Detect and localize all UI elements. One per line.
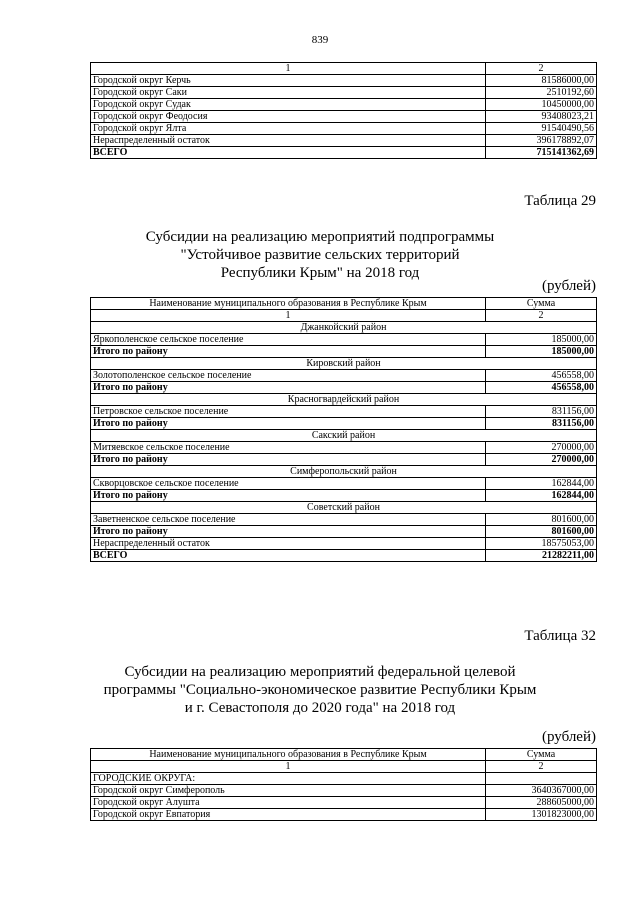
district-header-row [91,358,597,370]
table-29-title-line: "Устойчивое развитие сельских территорий [180,247,460,263]
district-name: Советский район [91,502,597,514]
amount: 270000,00 [486,442,597,454]
amount: 162844,00 [486,490,597,502]
column-header-sum: Сумма [486,749,597,761]
column-number: 2 [486,63,597,75]
header-row [91,749,597,761]
amount: 81586000,00 [486,75,597,87]
amount: 10450000,00 [486,99,597,111]
municipality-name: Итого по району [91,490,486,502]
total-row [91,418,597,430]
municipality-name: Городской округ Керчь [91,75,486,87]
column-number: 1 [91,761,486,773]
amount: 93408023,21 [486,111,597,123]
column-number: 2 [486,310,597,322]
page-number: 839 [311,34,329,46]
district-name: Кировский район [91,358,597,370]
municipality-name: Городской округ Саки [91,87,486,99]
amount [486,773,597,785]
table-32 [90,748,597,821]
table-row [91,111,597,123]
amount: 288605000,00 [486,797,597,809]
amount: 715141362,69 [486,147,597,159]
municipality-name: ВСЕГО [91,550,486,562]
table-row [91,123,597,135]
table-row [91,785,597,797]
table-29-label: Таблица 29 [524,193,596,209]
municipality-name: Итого по району [91,382,486,394]
municipality-name: Итого по району [91,526,486,538]
table-continuation [90,62,597,159]
amount: 396178892,07 [486,135,597,147]
district-header-row [91,394,597,406]
table-29-title [0,228,640,282]
table-32-title-line: программы "Социально-экономическое развитие Республики Крым [103,682,537,698]
amount: 456558,00 [486,382,597,394]
amount: 18575053,00 [486,538,597,550]
municipality-name: ГОРОДСКИЕ ОКРУГА: [91,773,486,785]
amount: 185000,00 [486,334,597,346]
municipality-name: Нераспределенный остаток [91,538,486,550]
municipality-name: Городской округ Феодосия [91,111,486,123]
column-number: 1 [91,310,486,322]
municipality-name: Городской округ Ялта [91,123,486,135]
municipality-name: Нераспределенный остаток [91,135,486,147]
table-row [91,370,597,382]
municipality-name: Итого по району [91,454,486,466]
district-name: Джанкойский район [91,322,597,334]
district-name: Сакский район [91,430,597,442]
column-number: 1 [91,63,486,75]
column-header-name: Наименование муниципального образования в Республике Крым [91,298,486,310]
district-header-row [91,466,597,478]
table-29-title-line: Субсидии на реализацию мероприятий подпрограммы [145,229,495,245]
district-header-row [91,430,597,442]
district-header-row [91,502,597,514]
municipality-name: Золотополенское сельское поселение [91,370,486,382]
total-row [91,550,597,562]
amount: 801600,00 [486,526,597,538]
municipality-name: ВСЕГО [91,147,486,159]
total-row [91,454,597,466]
table-row [91,538,597,550]
municipality-name: Городской округ Симферополь [91,785,486,797]
table-row [91,797,597,809]
column-number: 2 [486,761,597,773]
table-row [91,135,597,147]
table-row [91,334,597,346]
amount: 801600,00 [486,514,597,526]
column-number-row [91,310,597,322]
municipality-name: Итого по району [91,346,486,358]
total-row [91,346,597,358]
municipality-name: Итого по району [91,418,486,430]
total-row [91,490,597,502]
table-row [91,773,597,785]
column-header-name: Наименование муниципального образования в Республике Крым [91,749,486,761]
amount: 3640367000,00 [486,785,597,797]
municipality-name: Скворцовское сельское поселение [91,478,486,490]
district-header-row [91,322,597,334]
table-32-title [0,663,640,717]
amount: 456558,00 [486,370,597,382]
table-32-title-line: и г. Севастополя до 2020 года" на 2018 год [184,700,456,716]
amount: 1301823000,00 [486,809,597,821]
district-name: Красногвардейский район [91,394,597,406]
municipality-name: Городской округ Алушта [91,797,486,809]
table-row [91,147,597,159]
table-32-label: Таблица 32 [524,628,596,644]
amount: 91540490,56 [486,123,597,135]
table-row [91,514,597,526]
table-row [91,406,597,418]
municipality-name: Городской округ Судак [91,99,486,111]
district-name: Симферопольский район [91,466,597,478]
amount: 831156,00 [486,406,597,418]
total-row [91,382,597,394]
table-row [91,75,597,87]
table-29-title-line: Республики Крым" на 2018 год [220,265,420,281]
table-row [91,809,597,821]
municipality-name: Петровское сельское поселение [91,406,486,418]
table-32-units: (рублей) [541,729,596,745]
table-row [91,87,597,99]
amount: 2510192,60 [486,87,597,99]
amount: 185000,00 [486,346,597,358]
municipality-name: Городской округ Евпатория [91,809,486,821]
table-32-title-line: Субсидии на реализацию мероприятий федеральной целевой [124,664,516,680]
header-row [91,298,597,310]
amount: 270000,00 [486,454,597,466]
municipality-name: Яркополенское сельское поселение [91,334,486,346]
amount: 21282211,00 [486,550,597,562]
column-header-sum: Сумма [486,298,597,310]
municipality-name: Митяевское сельское поселение [91,442,486,454]
table-row [91,478,597,490]
table-row [91,442,597,454]
total-row [91,526,597,538]
municipality-name: Заветненское сельское поселение [91,514,486,526]
column-number-row [91,761,597,773]
table-row [91,99,597,111]
table-29 [90,297,597,562]
table-29-units: (рублей) [541,278,596,294]
amount: 831156,00 [486,418,597,430]
column-number-row [91,63,597,75]
amount: 162844,00 [486,478,597,490]
